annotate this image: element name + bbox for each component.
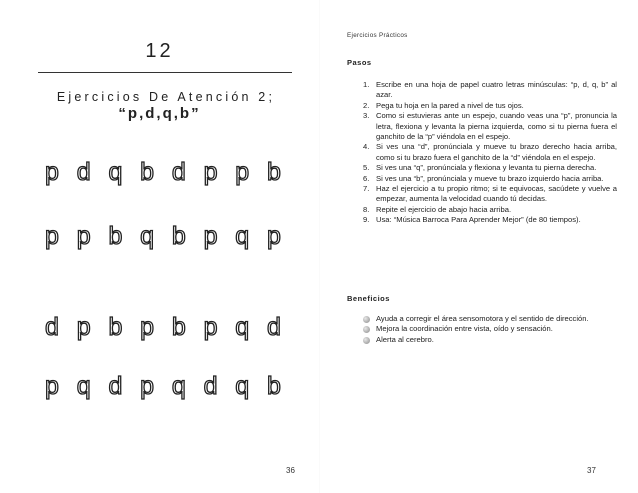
list-item [363, 80, 617, 101]
list-item [363, 174, 617, 184]
running-head: Ejercicios Prácticos [347, 32, 408, 39]
chapter-title: Ejercicios De Atención 2; [56, 90, 276, 104]
list-item [363, 111, 617, 142]
step-text: Haz el ejercicio a tu propio ritmo; si te equivocas, sacúdete y vuelve a empezar, aumenta la velocidad cuando tú decidas. [376, 184, 617, 204]
step-number: 3. [363, 111, 370, 121]
letter: b [171, 313, 186, 341]
letter: b [266, 158, 281, 186]
letter: q [235, 372, 250, 400]
bullet-icon [363, 316, 370, 323]
step-number: 1. [363, 80, 370, 89]
letter: p [140, 313, 155, 341]
step-number: 7. [363, 184, 370, 194]
letter: b [171, 222, 186, 250]
step-number: 8. [363, 204, 370, 214]
list-item [363, 314, 617, 324]
step-number: 5. [363, 163, 370, 173]
letter: d [76, 158, 91, 186]
letter: p [235, 158, 250, 186]
letter: q [108, 158, 123, 186]
letter: b [266, 372, 281, 400]
letter: p [203, 222, 218, 250]
letter: p [45, 372, 59, 400]
benefits-list [363, 314, 617, 345]
step-number: 2. [363, 100, 370, 110]
list-item [363, 215, 617, 225]
letter-row [40, 222, 286, 250]
chapter-subtitle: “p,d,q,b” [118, 105, 201, 122]
letter: p [76, 222, 91, 250]
list-item [363, 184, 617, 205]
letter: d [108, 372, 123, 400]
chapter-number: 12 [145, 40, 174, 62]
list-item [363, 101, 617, 111]
letter: q [76, 372, 91, 400]
letter-row [40, 372, 286, 400]
letter: p [45, 222, 59, 250]
letter: q [140, 222, 155, 250]
letter: p [203, 158, 218, 186]
right-page [319, 0, 638, 493]
list-item [363, 335, 617, 345]
letter: q [235, 222, 250, 250]
steps-list [363, 80, 617, 226]
step-text: Como si estuvieras ante un espejo, cuando veas una “p”, pronuncia la letra, flexiona y levanta la pierna izquierda, como si tu pierna fuera el ganchito de la “p” viéndola en el espejo. [376, 111, 617, 142]
benefits-heading: Beneficios [347, 294, 390, 303]
letter: d [171, 158, 186, 186]
letter: p [45, 158, 59, 186]
letter: b [108, 313, 123, 341]
letter: p [203, 313, 218, 341]
letter: q [171, 372, 186, 400]
steps-heading: Pasos [347, 58, 372, 67]
step-text: Pega tu hoja en la pared a nivel de tus ojos. [376, 100, 524, 110]
letter: q [235, 313, 250, 341]
benefit-text: Alerta al cerebro. [376, 334, 434, 344]
benefit-text: Mejora la coordinación entre vista, oído y sensación. [376, 324, 553, 334]
benefit-text: Ayuda a corregir el área sensomotora y el sentido de dirección. [376, 314, 589, 323]
bullet-icon [363, 326, 370, 333]
step-text: Si ves una “b”, pronúnciala y mueve tu brazo izquierdo hacia arriba. [376, 173, 604, 183]
bullet-icon [363, 337, 370, 344]
letter: p [266, 222, 281, 250]
step-text: Repite el ejercicio de abajo hacia arriba. [376, 204, 512, 214]
step-number: 4. [363, 142, 370, 152]
letter-row [40, 158, 286, 186]
page-number: 37 [587, 466, 596, 475]
letter: d [45, 313, 59, 341]
page-number: 36 [286, 466, 295, 475]
list-item [363, 205, 617, 215]
chapter-divider [38, 72, 292, 73]
letter: b [140, 158, 155, 186]
step-number: 6. [363, 173, 370, 183]
letter: b [108, 222, 123, 250]
letter: p [76, 313, 91, 341]
letter: p [140, 372, 155, 400]
list-item [363, 142, 617, 163]
list-item [363, 324, 617, 334]
step-text: Si ves una “q”, pronúnciala y flexiona y levanta tu pierna derecha. [376, 163, 597, 173]
letter-row [40, 313, 286, 341]
letter: d [266, 313, 281, 341]
list-item [363, 163, 617, 173]
step-text: Usa: “Música Barroca Para Aprender Mejor” (de 80 tiempos). [376, 215, 581, 225]
step-text: Escribe en una hoja de papel cuatro letras minúsculas: “p, d, q, b” al azar. [376, 80, 617, 100]
letter: d [203, 372, 218, 400]
step-text: Si ves una “d”, pronúnciala y mueve tu brazo derecho hacia arriba, como si tu brazo fuera el ganchito de la “d” viéndola en el espejo. [376, 142, 617, 162]
step-number: 9. [363, 215, 370, 225]
